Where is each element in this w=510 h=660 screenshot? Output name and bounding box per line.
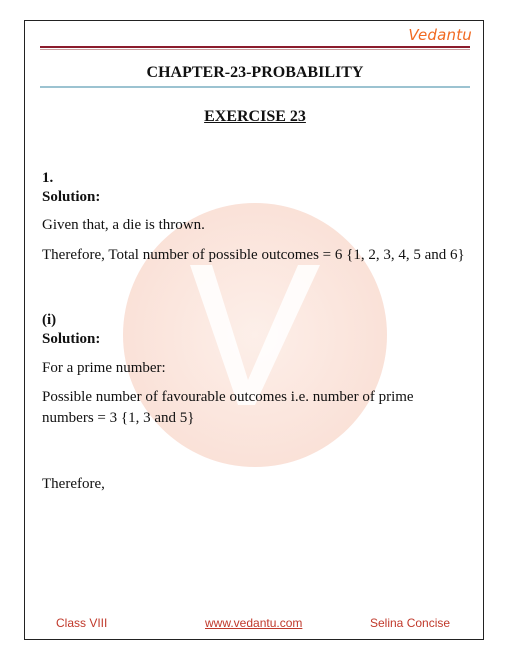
part-label: (i)	[42, 312, 57, 328]
header-rule-light	[40, 49, 470, 50]
vedantu-logo: Vedantu	[408, 26, 472, 44]
vedantu-watermark-icon	[120, 200, 390, 470]
solution-label: Solution:	[42, 331, 101, 347]
total-outcomes-text: Therefore, Total number of possible outcomes = 6 {1, 2, 3, 4, 5 and 6}	[42, 247, 465, 263]
solution-label: Solution:	[42, 189, 101, 205]
footer-book: Selina Concise	[370, 616, 451, 630]
chapter-title: CHAPTER-23-PROBABILITY	[146, 64, 364, 81]
favourable-line-1: Possible number of favourable outcomes i.e. number of prime	[42, 389, 414, 405]
therefore-text: Therefore,	[42, 476, 105, 492]
given-text: Given that, a die is thrown.	[42, 217, 205, 233]
question-number: 1.	[42, 170, 54, 186]
favourable-line-2: numbers = 3 {1, 3 and 5}	[42, 410, 195, 426]
footer-class: Class VIII	[56, 616, 108, 630]
title-rule	[40, 86, 470, 88]
footer-website	[205, 616, 302, 630]
prime-text: For a prime number:	[42, 360, 166, 376]
footer-website-link[interactable]: www.vedantu.com	[205, 616, 303, 630]
header-rule	[40, 46, 470, 48]
exercise-title: EXERCISE 23	[204, 108, 306, 125]
